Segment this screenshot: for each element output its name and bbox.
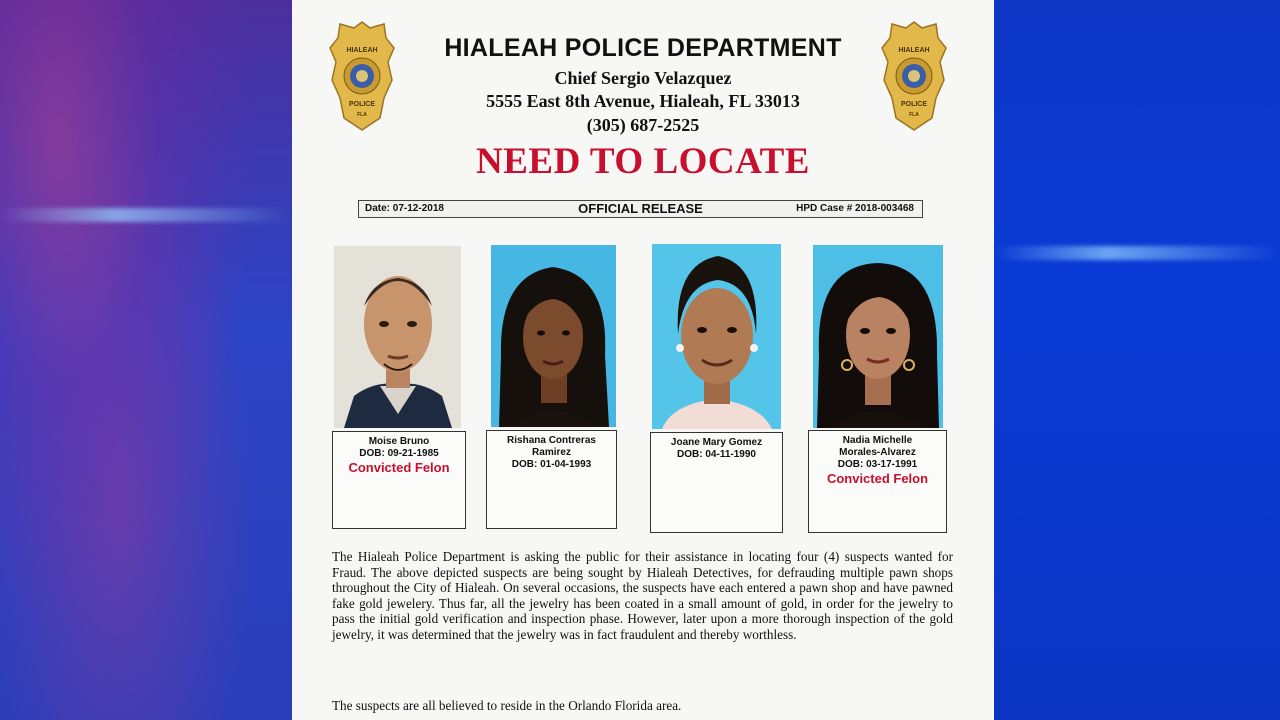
badge-text-hialeah: HIALEAH bbox=[898, 47, 930, 54]
suspect-dob: DOB: 04-11-1990 bbox=[677, 449, 756, 460]
background-left-panel bbox=[0, 0, 292, 720]
light-streak bbox=[994, 246, 1280, 260]
need-to-locate-headline: NEED TO LOCATE bbox=[476, 141, 810, 182]
suspect-dob: DOB: 01-04-1993 bbox=[511, 459, 592, 470]
department-address: 5555 East 8th Avenue, Hialeah, FL 33013 bbox=[486, 91, 800, 111]
badge-text-police: POLICE bbox=[900, 101, 928, 108]
badge-text-police: POLICE bbox=[348, 101, 376, 108]
suspect-card-3 bbox=[650, 432, 783, 533]
suspect-name-line2: Morales-Alvarez bbox=[839, 447, 916, 458]
badge-text-fla: FLA bbox=[357, 112, 367, 118]
badge-text-hialeah: HIALEAH bbox=[346, 47, 378, 54]
department-phone: (305) 687-2525 bbox=[586, 115, 700, 135]
case-number: HPD Case # 2018-003468 bbox=[796, 203, 914, 214]
suspect-photo-4 bbox=[813, 245, 943, 428]
suspect-dob: DOB: 09-21-1985 bbox=[359, 448, 439, 459]
suspect-name: Joane Mary Gomez bbox=[670, 437, 763, 448]
suspect-name-line1: Nadia Michelle bbox=[842, 435, 913, 446]
suspect-photo-1 bbox=[334, 246, 461, 428]
suspect-photo-2 bbox=[491, 245, 616, 427]
suspect-name-line1: Rishana Contreras bbox=[507, 435, 596, 446]
suspect-card-2 bbox=[486, 430, 617, 529]
suspect-name-line2: Ramirez bbox=[532, 447, 571, 458]
suspect-status: Convicted Felon bbox=[826, 471, 929, 486]
suspect-card-1 bbox=[332, 431, 466, 529]
suspect-status: Convicted Felon bbox=[348, 460, 450, 475]
body-paragraph-2: The suspects are all believed to reside in the Orlando Florida area. bbox=[332, 698, 682, 713]
chief-name: Chief Sergio Velazquez bbox=[554, 68, 732, 88]
release-bar bbox=[358, 200, 923, 218]
suspect-photo-3 bbox=[652, 244, 781, 429]
badge-text-fla: FLA bbox=[909, 112, 919, 118]
official-release-label: OFFICIAL RELEASE bbox=[578, 201, 703, 216]
release-date: Date: 07-12-2018 bbox=[365, 203, 444, 214]
department-title: HIALEAH POLICE DEPARTMENT bbox=[444, 34, 842, 62]
suspect-name: Moise Bruno bbox=[368, 436, 430, 447]
police-flyer bbox=[292, 0, 994, 720]
background-right-panel bbox=[994, 0, 1280, 720]
body-paragraph: The Hialeah Police Department is asking the public for their assistance in locating four (4) suspects wanted for Fraud. The above depicted suspects are being sought by Hialeah Detectives, for defrauding multiple pawn shops throughout the City of Hialeah. On several occasions, the suspects have each entered a pawn shop and have pawned fake gold jewelery. Thus far, all the jewelry has been coated in a small amount of gold, in order for the jewelry to pass the initial gold verification and inspection phase. However, later upon a more thorough inspection of the gold jewelry, it was determined that the jewelry was in fact fraudulent and thereby worthless. bbox=[332, 549, 953, 642]
suspect-card-4 bbox=[808, 430, 947, 533]
light-streak bbox=[0, 208, 292, 222]
suspect-dob: DOB: 03-17-1991 bbox=[837, 459, 918, 470]
